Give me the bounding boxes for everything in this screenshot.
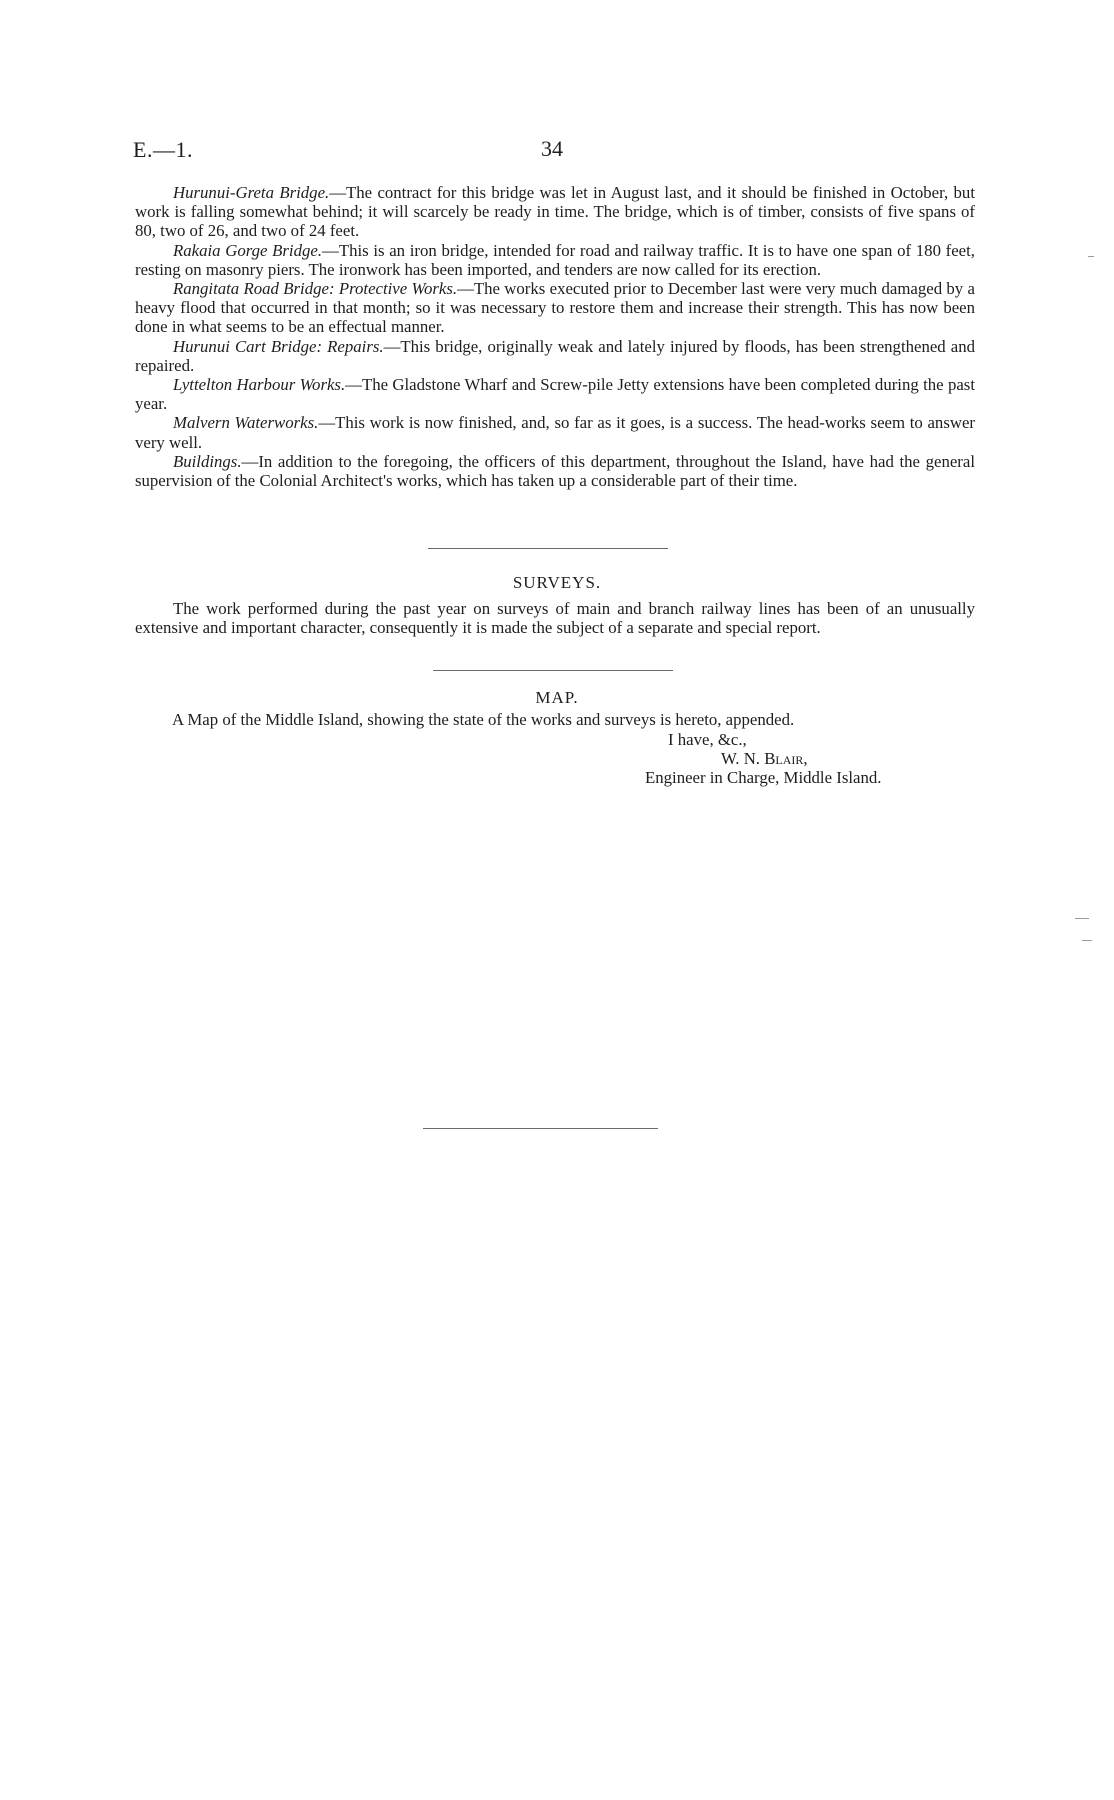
paragraph-text: —In addition to the foregoing, the officers of this department, throughout the Island, have had the general supervision of the Colonial Architect's works, which has taken up a considerable part of their time. [135,451,975,491]
section-divider [428,548,668,549]
end-divider [423,1128,658,1129]
signatory-title: Engineer in Charge, Middle Island. [645,768,882,787]
paragraph-malvern-waterworks [135,413,975,451]
closing-salutation: I have, &c., [668,730,747,749]
scan-mark [1088,256,1094,257]
paragraph-lyttelton-harbour-works [135,375,975,413]
document-reference: E.—1. [133,137,193,162]
paragraph-title: Rangitata Road Bridge: Protective Works. [173,279,458,299]
paragraph-text: —The Gladstone Wharf and Screw-pile Jetty extensions have been completed during the past year. [135,375,975,414]
paragraph-text: —The works executed prior to December last were very much damaged by a heavy flood that occurred in that month; so it was necessary to restore them and increase their strength. This has now been done in what seems to be an effectual manner. [135,279,975,337]
paragraph-title: Lyttelton Harbour Works. [173,375,346,395]
paragraph-title: Rakaia Gorge Bridge. [173,240,323,260]
paragraph-title: Malvern Waterworks. [173,413,319,433]
paragraph-hurunui-cart-bridge [135,337,975,375]
paragraph-text: —The contract for this bridge was let in August last, and it should be finished in October, but work is falling somewhat behind; it will scarcely be ready in time. The bridge, which is of timber, consists of five spans of 80, two of 26, and two of 24 feet. [135,183,975,241]
paragraph-rangitata-road-bridge [135,279,975,337]
paragraph-hurunui-greta-bridge [135,183,975,241]
map-paragraph: A Map of the Middle Island, showing the state of the works and surveys is hereto, appended. [172,710,795,729]
signature: W. N. Blair, [721,749,808,768]
scan-mark [1075,918,1089,919]
map-heading: MAP. [535,688,579,707]
section-divider [433,670,673,671]
works-section [135,183,975,490]
paragraph-title: Hurunui Cart Bridge: Repairs. [173,336,384,356]
paragraph-text: —This is an iron bridge, intended for road and railway traffic. It is to have one span of 180 feet, resting on masonry piers. The ironwork has been imported, and tenders are now called for its erection. [135,240,975,279]
paragraph-text: —This bridge, originally weak and lately injured by floods, has been strengthened and repaired. [135,336,975,375]
paragraph-title: Hurunui-Greta Bridge. [173,183,330,202]
paragraph-title: Buildings. [173,451,242,471]
paragraph-text: —This work is now finished, and, so far as it goes, is a success. The head-works seem to answer very well. [135,413,976,452]
surveys-heading: SURVEYS. [512,573,602,592]
page-number: 34 [541,136,563,161]
surveys-paragraph: The work performed during the past year on surveys of main and branch railway lines has been of an unusually extensive and important character, consequently it is made the subject of a separate and special report. [135,599,975,638]
surveys-section [135,599,975,637]
scan-mark [1082,940,1092,941]
paragraph-buildings [135,452,975,490]
paragraph-rakaia-gorge-bridge [135,241,975,279]
